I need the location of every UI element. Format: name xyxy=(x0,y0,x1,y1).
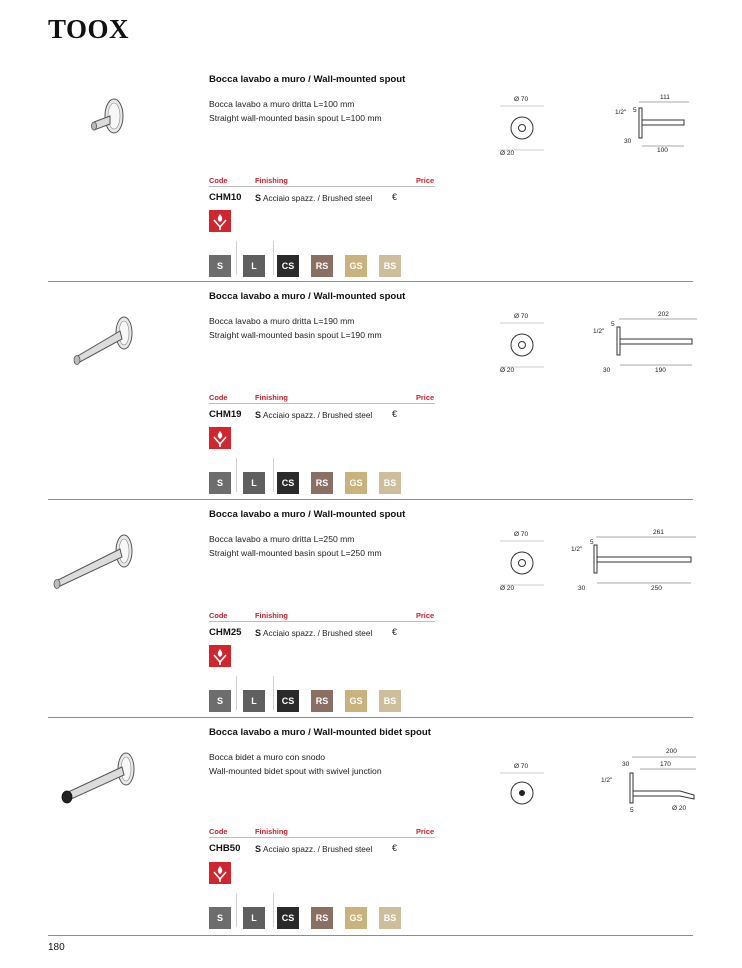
swatch-gs: GS xyxy=(345,472,367,494)
swatch-bs: BS xyxy=(379,255,401,277)
product-section xyxy=(48,64,693,281)
dim-a: 5 xyxy=(633,107,637,114)
swatch-divider xyxy=(273,241,274,275)
swatch-divider xyxy=(273,458,274,492)
swatch-divider xyxy=(236,458,237,492)
dim-length: 250 xyxy=(651,585,662,592)
footer-divider xyxy=(48,935,693,936)
product-desc-it: Bocca bidet a muro con snodo xyxy=(209,752,326,762)
product-title: Bocca lavabo a muro / Wall-mounted spout xyxy=(209,509,406,520)
front-view-drawing xyxy=(498,531,548,598)
swatch-rs: RS xyxy=(311,472,333,494)
front-view-drawing xyxy=(498,763,548,812)
swatch-gs: GS xyxy=(345,907,367,929)
product-title: Bocca lavabo a muro / Wall-mounted spout xyxy=(209,291,406,302)
price-currency: € xyxy=(392,192,398,202)
swatch-s: S xyxy=(209,690,231,712)
dim-length: 190 xyxy=(655,367,666,374)
finishing-header: Finishing xyxy=(255,611,288,620)
product-desc-it: Bocca lavabo a muro dritta L=100 mm xyxy=(209,99,355,109)
front-view-drawing xyxy=(498,96,548,163)
swatch-gs: GS xyxy=(345,690,367,712)
header-divider xyxy=(209,621,435,622)
dim-b: 30 xyxy=(578,585,586,592)
swatch-divider xyxy=(236,676,237,710)
water-saving-icon xyxy=(209,210,231,232)
dim-b: 30 xyxy=(624,138,632,145)
swatch-bs: BS xyxy=(379,907,401,929)
product-code: CHM10 xyxy=(209,192,242,203)
swatch-rs: RS xyxy=(311,690,333,712)
code-header: Code xyxy=(209,827,228,836)
swatch-gs: GS xyxy=(345,255,367,277)
swatch-divider xyxy=(236,241,237,275)
side-view-drawing xyxy=(613,94,693,161)
header-divider xyxy=(209,403,435,404)
finish-letter: S xyxy=(255,410,262,420)
product-desc-en: Straight wall-mounted basin spout L=100 mm xyxy=(209,113,382,123)
spout-image xyxy=(48,529,188,639)
dim-total: 261 xyxy=(653,529,664,536)
swatch-cs: CS xyxy=(277,690,299,712)
spout-image xyxy=(48,747,188,857)
dim-diameter-top: Ø 70 xyxy=(514,96,529,103)
swatch-divider xyxy=(273,893,274,927)
side-view-drawing xyxy=(600,747,700,824)
price-header: Price xyxy=(416,176,435,185)
dim-a: 5 xyxy=(611,321,615,328)
finishing-header: Finishing xyxy=(255,393,288,402)
dim-diameter-bottom: Ø 20 xyxy=(500,367,515,374)
swatch-rs: RS xyxy=(311,255,333,277)
spout-image xyxy=(48,311,188,421)
dim-thread: 1/2" xyxy=(571,546,583,553)
product-section xyxy=(48,717,693,934)
price-header: Price xyxy=(416,611,435,620)
dim-diameter-top: Ø 70 xyxy=(514,313,529,320)
swatch-bs: BS xyxy=(379,690,401,712)
dim-total: 200 xyxy=(666,748,677,755)
section-divider xyxy=(48,281,693,282)
finishing-header: Finishing xyxy=(255,827,288,836)
product-desc-en: Straight wall-mounted basin spout L=250 mm xyxy=(209,548,382,558)
price-currency: € xyxy=(392,627,398,637)
finish-letter: S xyxy=(255,844,262,854)
spout-image xyxy=(48,94,188,204)
section-divider xyxy=(48,717,693,718)
header-divider xyxy=(209,186,435,187)
section-divider xyxy=(48,499,693,500)
dim-total: 202 xyxy=(658,311,669,318)
product-title: Bocca lavabo a muro / Wall-mounted bidet spout xyxy=(209,727,431,738)
finish-label xyxy=(255,410,372,420)
swatch-rs: RS xyxy=(311,907,333,929)
dim-diameter-top: Ø 70 xyxy=(514,531,529,538)
dim-thread: 1/2" xyxy=(615,109,627,116)
dim-diameter-bottom: Ø 20 xyxy=(500,585,515,592)
dim-b: 30 xyxy=(622,761,630,768)
side-view-drawing xyxy=(583,313,703,380)
swatch-divider xyxy=(273,676,274,710)
swatch-l: L xyxy=(243,472,265,494)
dim-diameter-top: Ø 70 xyxy=(514,763,529,770)
front-view-drawing xyxy=(498,313,548,380)
finishing-header: Finishing xyxy=(255,176,288,185)
swatch-s: S xyxy=(209,472,231,494)
finish-letter: S xyxy=(255,193,262,203)
dim-diameter-bottom: Ø 20 xyxy=(500,150,515,157)
product-section xyxy=(48,499,693,716)
dim-a: 5 xyxy=(630,807,634,814)
price-header: Price xyxy=(416,827,435,836)
swatch-cs: CS xyxy=(277,907,299,929)
swatch-divider xyxy=(236,893,237,927)
swatch-l: L xyxy=(243,255,265,277)
finish-text: Acciaio spazz. / Brushed steel xyxy=(263,845,373,854)
water-saving-icon xyxy=(209,645,231,667)
code-header: Code xyxy=(209,611,228,620)
dim-thread: 1/2" xyxy=(593,328,605,335)
finish-text: Acciaio spazz. / Brushed steel xyxy=(263,629,373,638)
swatch-bs: BS xyxy=(379,472,401,494)
dim-a: 5 xyxy=(590,539,594,546)
dim-total: 111 xyxy=(660,94,670,101)
product-desc-en: Straight wall-mounted basin spout L=190 mm xyxy=(209,330,382,340)
swatch-l: L xyxy=(243,907,265,929)
product-code: CHM25 xyxy=(209,627,242,638)
price-currency: € xyxy=(392,843,398,853)
product-code: CHB50 xyxy=(209,843,241,854)
product-desc-en: Wall-mounted bidet spout with swivel junction xyxy=(209,766,382,776)
finish-label xyxy=(255,193,372,203)
product-code: CHM19 xyxy=(209,409,242,420)
swatch-cs: CS xyxy=(277,472,299,494)
dim-b: 30 xyxy=(603,367,611,374)
product-desc-it: Bocca lavabo a muro dritta L=250 mm xyxy=(209,534,355,544)
code-header: Code xyxy=(209,393,228,402)
product-title: Bocca lavabo a muro / Wall-mounted spout xyxy=(209,74,406,85)
finish-text: Acciaio spazz. / Brushed steel xyxy=(263,194,373,203)
product-section xyxy=(48,281,693,498)
swatch-l: L xyxy=(243,690,265,712)
swatch-cs: CS xyxy=(277,255,299,277)
finish-letter: S xyxy=(255,628,262,638)
finish-label xyxy=(255,844,372,854)
water-saving-icon xyxy=(209,427,231,449)
dim-tip: Ø 20 xyxy=(672,805,687,812)
page-number: 180 xyxy=(48,942,65,953)
finish-text: Acciaio spazz. / Brushed steel xyxy=(263,411,373,420)
product-desc-it: Bocca lavabo a muro dritta L=190 mm xyxy=(209,316,355,326)
price-currency: € xyxy=(392,409,398,419)
brand-logo: TOOX xyxy=(48,14,130,44)
swatch-s: S xyxy=(209,255,231,277)
side-view-drawing xyxy=(568,531,703,598)
dim-thread: 1/2" xyxy=(601,777,613,784)
dim-length: 100 xyxy=(657,147,668,154)
finish-label xyxy=(255,628,372,638)
swatch-s: S xyxy=(209,907,231,929)
header-divider xyxy=(209,837,435,838)
water-saving-icon xyxy=(209,862,231,884)
code-header: Code xyxy=(209,176,228,185)
price-header: Price xyxy=(416,393,435,402)
dim-length: 170 xyxy=(660,761,671,768)
